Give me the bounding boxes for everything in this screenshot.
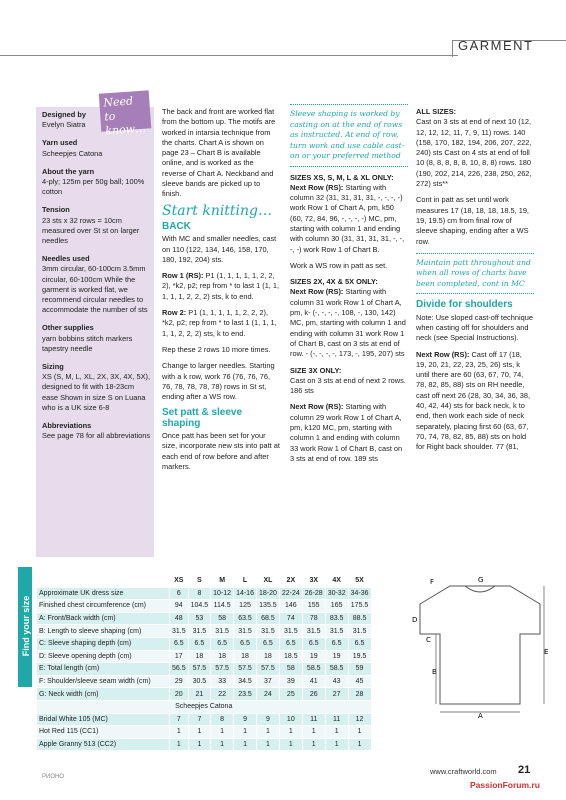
table-cell: 11	[325, 713, 348, 726]
table-cell: 1	[211, 738, 234, 751]
table-cell: XS	[170, 575, 189, 588]
garment-schematic	[410, 574, 550, 754]
table-cell: 34-36	[348, 587, 371, 600]
table-cell: 1	[302, 726, 325, 739]
watermark: PassionForum.ru	[470, 780, 540, 790]
row-label: G: Neck width (cm)	[37, 688, 170, 701]
note: Note: Use sloped cast-off technique when casting off for shoulders and neck (see Special Instructions).	[416, 312, 533, 343]
table-cell: 57.5	[188, 663, 211, 676]
table-cell: 2X	[279, 575, 302, 588]
table-cell: 1	[256, 738, 279, 751]
table-cell: 58.5	[325, 663, 348, 676]
table-cell: 155	[302, 600, 325, 613]
sleeve-callout: Sleeve shaping is worked by casting on at the end of rows as instructed. At end of row, turn work and use cable cast-on or your preferred method	[290, 104, 408, 167]
sizing: XS (S, M, L, XL, 2X, 3X, 4X, 5X), designed to fit with 18-23cm ease Shown in size S on Luana who is a UK size 6-8	[42, 372, 151, 412]
label-e: E	[544, 648, 549, 656]
sizing-heading: Sizing	[42, 362, 64, 372]
table-header	[37, 575, 372, 588]
ws-row: Work a WS row in patt as set.	[290, 260, 388, 270]
yarn-row	[37, 726, 372, 739]
change-needles: Change to larger needles. Starting with a k row, work 76 (76, 76, 76, 76, 78, 78, 78, 78) rows in St st, ending after a WS row.	[162, 361, 275, 402]
table-cell: 31.5	[256, 625, 279, 638]
table-cell: 31.5	[279, 625, 302, 638]
table-cell: 78	[302, 612, 325, 625]
divide-heading: Divide for shoulders	[416, 299, 513, 311]
row-label: Approximate UK dress size	[37, 587, 170, 600]
table-cell: 22-24	[279, 587, 302, 600]
table-cell: 114.5	[211, 600, 234, 613]
nr1-label: Next Row (RS):	[290, 182, 344, 192]
table-row	[37, 650, 372, 663]
table-row	[37, 587, 372, 600]
setpatt-text: Once patt has been set for your size, incorporate new sts into patt at each end of row before and after markers.	[162, 431, 280, 471]
table-row	[37, 675, 372, 688]
nr2-text: Starting with column 31 work Row 1 of Chart A, pm, k- (-, -, -, -, 108, -, 130, 142) MC, pm, starting with column 1 and ending with column 31 work Row 1 of Chart B, cast on 3 sts at end of row. - (-, -, -, -, 173, -, 195, 207) sts	[290, 287, 406, 359]
about: 4-ply; 125m per 50g ball; 100% cotton	[42, 177, 145, 197]
table-cell: 63.5	[234, 612, 257, 625]
row-label: F: Shoulder/sleeve seam width (cm)	[37, 675, 170, 688]
table-cell: 7	[188, 713, 211, 726]
nr1-text: Starting with column 32 (31, 31, 31, 31, -, -, -, -) work Row 1 of Chart A, pm, k50 (60, 72, 84, 96, -, -, -, -) MC, pm, starting with column 1 and ending with column 30 (31, 31, 31, 31, -, -, -, -) work Row 1 of Chart B.	[290, 182, 405, 254]
table-cell: 29	[170, 675, 189, 688]
table-cell: 18	[211, 650, 234, 663]
table-cell: 8	[211, 713, 234, 726]
table-cell: 48	[170, 612, 189, 625]
row-label: C: Sleeve shaping depth (cm)	[37, 637, 170, 650]
sidebar-content	[42, 110, 152, 441]
row-label: Bridal White 105 (MC)	[37, 713, 170, 726]
table-cell: 59	[348, 663, 371, 676]
table-cell: 6.5	[348, 637, 371, 650]
table-cell: 31.5	[211, 625, 234, 638]
needles: 3mm circular, 60-100cm 3.5mm circular, 60-100cm While the garment is worked flat, we recommend circular needles to accommodate the number of sts	[42, 264, 148, 315]
table-cell: 1	[279, 726, 302, 739]
table-cell: 6.5	[325, 637, 348, 650]
page-number: 21	[518, 764, 531, 776]
table-cell: 31.5	[325, 625, 348, 638]
table-cell: 3X	[302, 575, 325, 588]
table-cell: 10	[279, 713, 302, 726]
section-title: GARMENT	[458, 38, 534, 53]
footer-left: PИOHO	[42, 774, 64, 780]
table-cell: 1	[256, 726, 279, 739]
table-row	[37, 612, 372, 625]
intro: The back and front are worked flat from the bottom up. The motifs are worked in intarsia technique from the charts. Chart A is shown on page 23 – Chart B is available online, and is worked as the reverse of Chart A. Neckband and sleeve bands are picked up to finish.	[162, 107, 276, 199]
table-cell: 34.5	[234, 675, 257, 688]
header-rule	[0, 55, 458, 56]
table-cell: 58	[211, 612, 234, 625]
row-label: A: Front/Back width (cm)	[37, 612, 170, 625]
table-cell: 1	[170, 738, 189, 751]
row-label: B: Length to sleeve shaping (cm)	[37, 625, 170, 638]
table-row	[37, 663, 372, 676]
table-cell: 4X	[325, 575, 348, 588]
table-cell: 57.5	[211, 663, 234, 676]
table-cell: 83.5	[325, 612, 348, 625]
row-label: Apple Granny 513 (CC2)	[37, 738, 170, 751]
back-heading: BACK	[162, 220, 191, 232]
table-cell: 28	[348, 688, 371, 701]
table-cell: 57.5	[234, 663, 257, 676]
table-cell: 74	[279, 612, 302, 625]
needles-heading: Needles used	[42, 254, 90, 264]
table-cell: 18.5	[279, 650, 302, 663]
yarn-heading-cell: Scheepjes Catona	[37, 700, 372, 713]
about-heading: About the yarn	[42, 166, 95, 176]
table-cell: 175.5	[348, 600, 371, 613]
table-cell: 43	[325, 675, 348, 688]
table-cell: 19	[325, 650, 348, 663]
table-cell: 1	[325, 726, 348, 739]
label-a: A	[478, 712, 483, 720]
table-cell: 31.5	[188, 625, 211, 638]
table-row	[37, 625, 372, 638]
find-your-size-label: Find your size	[21, 595, 31, 657]
setpatt-heading: Set patt & sleeve shaping	[162, 407, 243, 429]
table-cell: 104.5	[188, 600, 211, 613]
table-cell: 25	[279, 688, 302, 701]
all-sizes-text: Cast on 3 sts at end of next 10 (12, 12, 12, 12, 11, 7, 9, 11) rows. 140 (158, 170, 182, 194, 206, 207, 222, 240) sts Cast on 4 sts at end of foll 10 (8, 8, 8, 8, 8, 10, 8, 8) rows. 180 (190, 202, 214, 226, 238, 250, 262, 272) sts**	[416, 117, 532, 189]
table-cell: 6.5	[279, 637, 302, 650]
label-b: B	[432, 668, 437, 676]
table-cell: 8	[188, 587, 211, 600]
table-cell: 31.5	[348, 625, 371, 638]
table-cell: 26	[302, 688, 325, 701]
table-cell: 9	[234, 713, 257, 726]
tension-heading: Tension	[42, 205, 70, 215]
table-cell: 19.5	[348, 650, 371, 663]
back-cast-on: With MC and smaller needles, cast on 110 (122, 134, 146, 158, 170, 180, 192, 204) sts.	[162, 234, 277, 264]
table-cell: 6.5	[211, 637, 234, 650]
table-cell: 27	[325, 688, 348, 701]
table-cell: 88.5	[348, 612, 371, 625]
table-cell: 45	[348, 675, 371, 688]
table-cell: 30.5	[188, 675, 211, 688]
table-cell: 37	[256, 675, 279, 688]
table-row	[37, 600, 372, 613]
table-cell: 1	[188, 738, 211, 751]
table-cell: 1	[234, 738, 257, 751]
table-cell: 23.5	[234, 688, 257, 701]
table-cell: 31.5	[170, 625, 189, 638]
table-cell: 11	[302, 713, 325, 726]
row2-label: Row 2:	[162, 308, 187, 318]
nr-label: Next Row (RS):	[416, 349, 470, 359]
table-cell: 14-16	[234, 587, 257, 600]
table-cell: 6	[170, 587, 189, 600]
sizes3-heading: SIZE 3X ONLY:	[290, 365, 342, 375]
column-2	[162, 107, 280, 478]
table-cell: XL	[256, 575, 279, 588]
table-cell: 19	[302, 650, 325, 663]
table-cell: 146	[279, 600, 302, 613]
table-cell: 94	[170, 600, 189, 613]
tension: 23 sts x 32 rows = 10cm measured over St st on larger needles	[42, 215, 140, 246]
table-cell: 58	[279, 663, 302, 676]
table-cell: 68.5	[256, 612, 279, 625]
sizes1-heading: SIZES XS, S, M, L & XL ONLY:	[290, 172, 394, 182]
table-cell: 57.5	[256, 663, 279, 676]
table-cell: 125	[234, 600, 257, 613]
row-label: Finished chest circumference (cm)	[37, 600, 170, 613]
table-row	[37, 688, 372, 701]
abbr: See page 78 for all abbreviations	[42, 431, 151, 441]
yarn-heading-row	[37, 700, 372, 713]
row-label: E: Total length (cm)	[37, 663, 170, 676]
table-cell: 53	[188, 612, 211, 625]
table-cell: 135.5	[256, 600, 279, 613]
table-cell: 18	[256, 650, 279, 663]
all-sizes-heading: ALL SIZES:	[416, 107, 457, 116]
size-table	[36, 574, 372, 751]
table-cell: 30-32	[325, 587, 348, 600]
supplies: yarn bobbins stitch markers tapestry needle	[42, 333, 133, 353]
row-label	[37, 575, 170, 588]
table-cell: 1	[302, 738, 325, 751]
table-cell: 6.5	[170, 637, 189, 650]
table-cell: 39	[279, 675, 302, 688]
table-cell: 18-20	[256, 587, 279, 600]
table-cell: 6.5	[188, 637, 211, 650]
nr3-label: Next Row (RS):	[290, 402, 344, 412]
table-cell: 5X	[348, 575, 371, 588]
repeat: Rep these 2 rows 10 more times.	[162, 344, 271, 354]
yarn-heading: Yarn used	[42, 138, 78, 148]
nr2-label: Next Row (RS):	[290, 287, 344, 297]
table-cell: 1	[170, 726, 189, 739]
continue-text: Cont in patt as set until work measures 17 (18, 18, 18, 18.5, 19, 19, 19.5) cm from final row of sleeve shaping, ending after a WS row.	[416, 195, 529, 246]
row-label: D: Sleeve opening depth (cm)	[37, 650, 170, 663]
table-cell: 33	[211, 675, 234, 688]
nr3-text: Starting with column 29 work Row 1 of Chart A, pm, k120 MC, pm, starting with column 1 and ending with column 33 work Row 1 of Chart B, cast on 3 sts at end of row. 189 sts	[290, 402, 403, 463]
table-cell: 9	[256, 713, 279, 726]
table-cell: 6.5	[302, 637, 325, 650]
maintain-callout: Maintain patt throughout and when all rows of charts have been completed, cont in MC	[416, 253, 534, 295]
table-cell: 1	[234, 726, 257, 739]
supplies-heading: Other supplies	[42, 323, 94, 333]
column-4	[416, 107, 534, 459]
table-cell: 6.5	[256, 637, 279, 650]
table-cell: 22	[211, 688, 234, 701]
table-cell: 1	[348, 726, 371, 739]
table-cell: 21	[188, 688, 211, 701]
table-cell: 41	[302, 675, 325, 688]
table-cell: 26-28	[302, 587, 325, 600]
row1-text: P1 (1, 1, 1, 1, 1, 2, 2, 2), *k2, p2; rep from * to last 1 (1, 1, 1, 1, 1, 2, 2, 2) sts, k to end.	[162, 271, 280, 301]
designed-by: Evelyn Siatra	[42, 120, 86, 130]
sizes2-heading: SIZES 2X, 4X & 5X ONLY:	[290, 277, 378, 287]
table-cell: 1	[211, 726, 234, 739]
column-3	[290, 104, 408, 470]
start-knitting: Start knitting…	[162, 202, 273, 219]
cast3: Cast on 3 sts at end of next 2 rows. 186 sts	[290, 375, 406, 396]
table-cell: 10-12	[211, 587, 234, 600]
table-cell: 56.5	[170, 663, 189, 676]
table-cell: M	[211, 575, 234, 588]
table-cell: L	[234, 575, 257, 588]
table-cell: S	[188, 575, 211, 588]
row-label: Hot Red 115 (CC1)	[37, 726, 170, 739]
nr-text: Cast off 17 (18, 19, 20, 21, 22, 23, 25, 26) sts, k until there are 60 (63, 67, 70, 74, 78, 82, 85, 88) sts on RH needle, cast off next 26 (28, 30, 34, 36, 38, 40, 42, 44) sts for back neck, k to end, then work each side of neck separately, placing first 60 (63, 67, 70, 74, 78, 82, 85, 88) sts on hold for Right back shoulder. 77 (81,	[416, 349, 531, 452]
table-cell: 7	[170, 713, 189, 726]
designed-by-heading: Designed by	[42, 110, 86, 119]
label-d: D	[412, 616, 418, 624]
table-cell: 1	[348, 738, 371, 751]
need-to-know-tab: Need to know…	[99, 90, 152, 131]
row2-text: P1 (1, 1, 1, 1, 1, 2, 2, 2), *k2, p2; rep from * to last 1 (1, 1, 1, 1, 1, 2, 2, 2) sts, k to end.	[162, 308, 277, 338]
label-f: F	[430, 578, 435, 586]
table-cell: 165	[325, 600, 348, 613]
table-cell: 18	[234, 650, 257, 663]
row1-label: Row 1 (RS):	[162, 271, 204, 281]
yarn-row	[37, 738, 372, 751]
table-cell: 18	[188, 650, 211, 663]
table-cell: 1	[279, 738, 302, 751]
find-your-size-tab	[18, 567, 32, 687]
yarn-row	[37, 713, 372, 726]
table-cell: 31.5	[234, 625, 257, 638]
table-cell: 1	[325, 738, 348, 751]
table-cell: 12	[348, 713, 371, 726]
table-row	[37, 637, 372, 650]
table-cell: 1	[188, 726, 211, 739]
table-cell: 24	[256, 688, 279, 701]
yarn: Scheepjes Catona	[42, 148, 103, 158]
label-c: C	[426, 636, 431, 644]
table-cell: 20	[170, 688, 189, 701]
footer-url: www.craftworld.com	[430, 767, 497, 776]
abbr-heading: Abbreviations	[42, 421, 92, 431]
table-cell: 31.5	[302, 625, 325, 638]
table-cell: 6.5	[234, 637, 257, 650]
label-g: G	[478, 576, 484, 584]
table-cell: 17	[170, 650, 189, 663]
table-cell: 58.5	[302, 663, 325, 676]
